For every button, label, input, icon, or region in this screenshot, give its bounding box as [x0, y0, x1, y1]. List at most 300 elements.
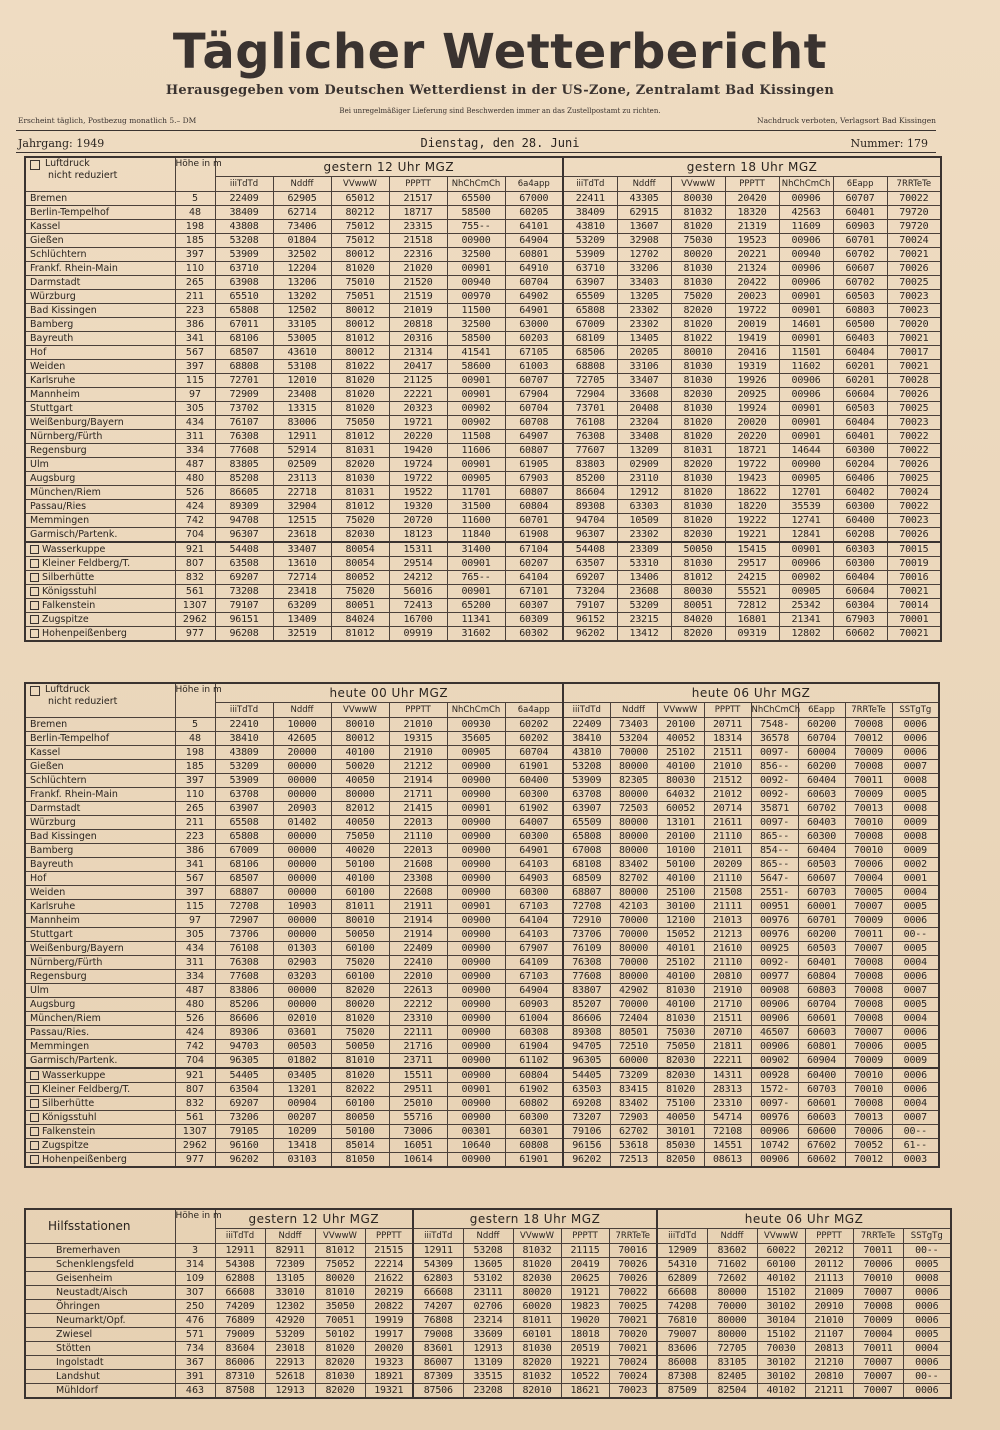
data-cell: 22013: [389, 816, 447, 830]
data-cell: 80020: [315, 1272, 365, 1286]
data-cell: 0009: [892, 1054, 939, 1069]
data-cell: 54405: [563, 1068, 610, 1083]
data-cell: 60200: [798, 760, 845, 774]
data-cell: 55521: [725, 585, 779, 599]
data-cell: 80010: [671, 346, 725, 360]
data-cell: 00900: [447, 234, 505, 248]
data-cell: 0092-: [751, 956, 798, 970]
data-cell: 63907: [215, 802, 273, 816]
data-cell: 74207: [413, 1300, 463, 1314]
table-row: [25, 1286, 951, 1300]
data-cell: 62915: [617, 206, 671, 220]
data-cell: 0005: [892, 1040, 939, 1054]
station-height: 305: [175, 928, 215, 942]
data-cell: 70012: [845, 1153, 892, 1168]
data-cell: 00900: [447, 970, 505, 984]
data-cell: 23018: [265, 1342, 315, 1356]
data-cell: 0092-: [751, 788, 798, 802]
data-cell: 00901: [447, 262, 505, 276]
data-cell: 10522: [561, 1370, 609, 1384]
station-label: Bad Kissingen: [30, 831, 97, 842]
data-cell: 81030: [657, 984, 704, 998]
data-cell: 70000: [610, 746, 657, 760]
data-cell: 84024: [331, 613, 389, 627]
data-cell: 18320: [725, 206, 779, 220]
data-cell: 70023: [887, 416, 941, 430]
data-cell: 21910: [389, 746, 447, 760]
data-cell: 23418: [273, 585, 331, 599]
publication-note: Erscheint täglich, Postbezug monatlich 5.– DM: [18, 116, 197, 125]
data-cell: 31400: [447, 542, 505, 557]
data-cell: 00901: [447, 374, 505, 388]
data-cell: 0004: [892, 1012, 939, 1026]
mountain-station-icon: [30, 601, 39, 610]
data-cell: 20422: [725, 276, 779, 290]
data-cell: 22409: [215, 192, 273, 206]
station-name: [25, 844, 175, 858]
data-cell: 96156: [563, 1139, 610, 1153]
data-cell: 70000: [610, 914, 657, 928]
data-cell: 60801: [505, 248, 563, 262]
data-cell: 50100: [657, 858, 704, 872]
data-cell: 70008: [845, 984, 892, 998]
data-cell: 13412: [617, 627, 671, 642]
data-cell: 81010: [331, 1054, 389, 1069]
data-cell: 81012: [331, 430, 389, 444]
data-cell: 00000: [273, 872, 331, 886]
data-cell: 81031: [331, 486, 389, 500]
data-cell: 53209: [617, 599, 671, 613]
data-cell: 21010: [805, 1314, 853, 1328]
station-height: 97: [175, 914, 215, 928]
data-cell: 21710: [704, 998, 751, 1012]
data-cell: 12911: [273, 430, 331, 444]
data-cell: 82012: [331, 802, 389, 816]
data-cell: 81030: [315, 1370, 365, 1384]
section-gestern: [24, 156, 942, 642]
data-cell: 70022: [887, 430, 941, 444]
data-cell: 53618: [610, 1139, 657, 1153]
station-label: Hof: [30, 347, 47, 358]
data-cell: 82702: [610, 872, 657, 886]
data-cell: 76808: [413, 1314, 463, 1328]
data-cell: 63508: [215, 557, 273, 571]
data-cell: 89308: [563, 1026, 610, 1040]
data-cell: 70006: [845, 858, 892, 872]
data-cell: 11701: [447, 486, 505, 500]
data-cell: 60702: [833, 248, 887, 262]
data-cell: 0006: [892, 970, 939, 984]
data-cell: 60702: [833, 276, 887, 290]
station-name: Zwiesel: [25, 1328, 175, 1342]
column-header: Nddff: [273, 703, 331, 718]
data-cell: 21110: [704, 830, 751, 844]
data-cell: 72108: [704, 1125, 751, 1139]
data-cell: 80052: [331, 571, 389, 585]
data-cell: 60200: [798, 928, 845, 942]
data-cell: 22409: [563, 718, 610, 732]
data-cell: 13605: [463, 1258, 513, 1272]
data-cell: 21611: [704, 816, 751, 830]
data-cell: 00900: [779, 458, 833, 472]
data-cell: 00000: [273, 928, 331, 942]
data-cell: 80501: [610, 1026, 657, 1040]
station-name: Stötten: [25, 1342, 175, 1356]
data-cell: 0008: [892, 830, 939, 844]
table-row: [25, 304, 941, 318]
data-cell: 23608: [617, 585, 671, 599]
mountain-station-icon: [30, 1085, 39, 1094]
table-row: [25, 374, 941, 388]
station-height: 397: [175, 360, 215, 374]
data-cell: 19121: [561, 1286, 609, 1300]
data-cell: 21519: [389, 290, 447, 304]
column-header: VVwwW: [657, 703, 704, 718]
table-row: [25, 1026, 939, 1040]
data-cell: 79107: [563, 599, 617, 613]
data-cell: 20316: [389, 332, 447, 346]
station-label: Bayreuth: [30, 859, 74, 870]
data-cell: 70016: [609, 1244, 657, 1258]
station-name: [25, 304, 175, 318]
table-row: [25, 192, 941, 206]
data-cell: 38409: [563, 206, 617, 220]
data-cell: 15415: [725, 542, 779, 557]
data-cell: 21512: [704, 774, 751, 788]
data-cell: 61902: [505, 802, 563, 816]
data-cell: 70021: [887, 248, 941, 262]
data-cell: 02706: [463, 1300, 513, 1314]
data-cell: 86606: [563, 1012, 610, 1026]
data-cell: 00000: [273, 760, 331, 774]
data-cell: 80030: [671, 192, 725, 206]
data-cell: 54405: [215, 1068, 273, 1083]
data-cell: 43810: [563, 220, 617, 234]
data-cell: 80000: [610, 830, 657, 844]
data-cell: 73209: [610, 1068, 657, 1083]
data-cell: 42902: [610, 984, 657, 998]
data-cell: 72909: [215, 388, 273, 402]
data-cell: 23208: [463, 1384, 513, 1399]
data-cell: 81030: [513, 1342, 561, 1356]
data-cell: 81030: [671, 276, 725, 290]
data-cell: 30102: [757, 1356, 805, 1370]
data-cell: 21019: [389, 304, 447, 318]
data-cell: 20219: [365, 1286, 413, 1300]
data-cell: 32502: [273, 248, 331, 262]
data-cell: 12302: [265, 1300, 315, 1314]
data-cell: 60607: [833, 262, 887, 276]
data-cell: 60300: [505, 1111, 563, 1125]
data-cell: 00--: [903, 1370, 951, 1384]
data-cell: 0006: [892, 746, 939, 760]
data-cell: 60404: [833, 571, 887, 585]
data-cell: 80030: [657, 774, 704, 788]
table-row: [25, 486, 941, 500]
data-cell: 89309: [215, 500, 273, 514]
data-cell: 75052: [315, 1258, 365, 1272]
data-cell: 0097-: [751, 746, 798, 760]
station-name: [25, 900, 175, 914]
data-cell: 60404: [798, 774, 845, 788]
data-cell: 0006: [903, 1300, 951, 1314]
data-cell: 77608: [563, 970, 610, 984]
data-cell: 80000: [707, 1314, 757, 1328]
data-cell: 53909: [563, 248, 617, 262]
data-cell: 70007: [853, 1356, 903, 1370]
data-cell: 66608: [657, 1286, 707, 1300]
data-cell: 87309: [413, 1370, 463, 1384]
data-cell: 23214: [463, 1314, 513, 1328]
data-cell: 46507: [751, 1026, 798, 1040]
data-cell: 23310: [389, 1012, 447, 1026]
data-cell: 67904: [505, 388, 563, 402]
data-cell: 0007: [892, 760, 939, 774]
data-cell: 11341: [447, 613, 505, 627]
data-cell: 63503: [563, 1083, 610, 1097]
station-name: [25, 1054, 175, 1069]
data-cell: 70011: [853, 1244, 903, 1258]
table-row: [25, 220, 941, 234]
data-cell: 41541: [447, 346, 505, 360]
column-header: Nddff: [707, 1229, 757, 1244]
data-cell: 63708: [563, 788, 610, 802]
column-header: iiiTdTd: [563, 177, 617, 192]
data-cell: 73706: [563, 928, 610, 942]
data-cell: 64903: [505, 872, 563, 886]
data-cell: 60607: [798, 872, 845, 886]
data-cell: 53909: [563, 774, 610, 788]
data-cell: 65508: [215, 816, 273, 830]
station-height: 921: [175, 1068, 215, 1083]
data-cell: 42563: [779, 206, 833, 220]
data-cell: 31500: [447, 500, 505, 514]
data-cell: 70022: [887, 192, 941, 206]
station-label: Kassel: [30, 221, 61, 232]
station-label: Falkenstein: [42, 600, 96, 611]
data-cell: 23310: [704, 1097, 751, 1111]
station-height: 386: [175, 318, 215, 332]
table-row: [25, 542, 941, 557]
column-header: VVwwW: [331, 703, 389, 718]
data-cell: 14644: [779, 444, 833, 458]
data-cell: 21518: [389, 234, 447, 248]
station-label: Kleiner Feldberg/T.: [42, 558, 131, 569]
station-height: 198: [175, 220, 215, 234]
data-cell: 0006: [892, 1026, 939, 1040]
data-cell: 42103: [610, 900, 657, 914]
table-row: [25, 346, 941, 360]
data-cell: 60804: [505, 1068, 563, 1083]
station-height: 307: [175, 1286, 215, 1300]
data-cell: 00901: [779, 402, 833, 416]
data-cell: 20714: [704, 802, 751, 816]
data-cell: 20100: [657, 830, 704, 844]
data-cell: 81030: [331, 472, 389, 486]
data-cell: 50020: [331, 760, 389, 774]
data-cell: 87509: [657, 1384, 707, 1399]
data-cell: 53209: [215, 760, 273, 774]
data-cell: 82020: [513, 1356, 561, 1370]
table-row: [25, 718, 939, 732]
data-cell: 60052: [657, 802, 704, 816]
table-row: [25, 774, 939, 788]
table-row: [25, 1384, 951, 1399]
data-cell: 21110: [389, 830, 447, 844]
data-cell: 96305: [215, 1054, 273, 1069]
data-cell: 81020: [331, 1068, 389, 1083]
station-name: [25, 1111, 175, 1125]
data-cell: 64901: [505, 844, 563, 858]
data-cell: 81020: [671, 514, 725, 528]
data-cell: 24215: [725, 571, 779, 585]
data-cell: 72513: [610, 1153, 657, 1168]
data-cell: 20212: [805, 1244, 853, 1258]
column-header: iiiTdTd: [657, 1229, 707, 1244]
data-cell: 10000: [273, 718, 331, 732]
data-cell: 12702: [617, 248, 671, 262]
data-cell: 63000: [505, 318, 563, 332]
data-cell: 11500: [447, 304, 505, 318]
data-cell: 19319: [725, 360, 779, 374]
data-cell: 89308: [563, 500, 617, 514]
data-cell: 5647-: [751, 872, 798, 886]
data-cell: 76109: [563, 942, 610, 956]
data-cell: 22013: [389, 844, 447, 858]
data-cell: 20925: [725, 388, 779, 402]
data-cell: 21115: [561, 1244, 609, 1258]
data-cell: 00900: [447, 1153, 505, 1168]
table-row: [25, 1258, 951, 1272]
data-cell: 60207: [505, 557, 563, 571]
data-cell: 00902: [779, 571, 833, 585]
data-cell: 81031: [671, 444, 725, 458]
data-cell: 30104: [757, 1314, 805, 1328]
data-cell: 60704: [505, 746, 563, 760]
mountain-station-icon: [30, 573, 39, 582]
data-cell: 15102: [757, 1286, 805, 1300]
corner-line1: Luftdruck: [45, 158, 90, 169]
data-cell: 18123: [389, 528, 447, 543]
data-cell: 00940: [447, 276, 505, 290]
column-header: Nddff: [617, 177, 671, 192]
table-row: [25, 206, 941, 220]
station-label: Garmisch/Partenk.: [30, 1055, 118, 1066]
data-cell: 00901: [779, 304, 833, 318]
data-cell: 22411: [563, 192, 617, 206]
data-cell: 53310: [617, 557, 671, 571]
data-cell: 61003: [505, 360, 563, 374]
data-cell: 0004: [892, 886, 939, 900]
data-cell: 60804: [798, 970, 845, 984]
data-cell: 60803: [833, 304, 887, 318]
data-cell: 23711: [389, 1054, 447, 1069]
table-row: [25, 1272, 951, 1286]
data-cell: 52914: [273, 444, 331, 458]
data-cell: 81020: [513, 1258, 561, 1272]
data-cell: 21107: [805, 1328, 853, 1342]
data-cell: 54714: [704, 1111, 751, 1125]
data-cell: 70010: [845, 1083, 892, 1097]
data-cell: 21010: [704, 760, 751, 774]
data-cell: 72503: [610, 802, 657, 816]
station-label: Bamberg: [30, 319, 74, 330]
data-cell: 19222: [725, 514, 779, 528]
group-header: gestern 12 Uhr MGZ: [215, 157, 563, 177]
station-height: 424: [175, 500, 215, 514]
data-cell: 19722: [725, 304, 779, 318]
data-cell: 01802: [273, 1054, 331, 1069]
data-cell: 00901: [447, 557, 505, 571]
data-cell: 54308: [215, 1258, 265, 1272]
data-cell: 80000: [707, 1286, 757, 1300]
data-cell: 81032: [513, 1370, 561, 1384]
station-name: [25, 318, 175, 332]
station-label: Karlsruhe: [30, 375, 76, 386]
station-name: [25, 886, 175, 900]
data-cell: 00900: [447, 760, 505, 774]
data-cell: 80020: [513, 1286, 561, 1300]
data-cell: 96202: [215, 1153, 273, 1168]
data-cell: 72903: [610, 1111, 657, 1125]
data-cell: 52618: [265, 1370, 315, 1384]
data-cell: 865--: [751, 858, 798, 872]
data-cell: 19423: [725, 472, 779, 486]
column-header: iiiTdTd: [563, 703, 610, 718]
data-cell: 10903: [273, 900, 331, 914]
data-cell: 80000: [610, 816, 657, 830]
data-cell: 82020: [671, 458, 725, 472]
data-cell: 22608: [389, 886, 447, 900]
data-cell: 36578: [751, 732, 798, 746]
data-cell: 09319: [725, 627, 779, 642]
data-cell: 80051: [671, 599, 725, 613]
data-cell: 42605: [273, 732, 331, 746]
station-name: [25, 220, 175, 234]
station-label: Weiden: [30, 887, 66, 898]
data-cell: 81030: [671, 262, 725, 276]
data-cell: 72404: [610, 1012, 657, 1026]
station-label: Königsstuhl: [42, 586, 97, 597]
data-cell: 0006: [903, 1356, 951, 1370]
data-cell: 22409: [389, 942, 447, 956]
column-header: iiiTdTd: [413, 1229, 463, 1244]
data-cell: 82030: [671, 528, 725, 543]
data-cell: 75051: [331, 290, 389, 304]
data-cell: 20711: [704, 718, 751, 732]
data-cell: 00925: [751, 942, 798, 956]
checkbox-icon: [30, 686, 40, 696]
station-name: Geisenheim: [25, 1272, 175, 1286]
data-cell: 00901: [779, 332, 833, 346]
data-cell: 70013: [845, 1111, 892, 1125]
data-cell: 12741: [779, 514, 833, 528]
station-name: [25, 542, 175, 557]
data-cell: 70020: [609, 1328, 657, 1342]
data-cell: 65200: [447, 599, 505, 613]
data-cell: 68808: [563, 360, 617, 374]
table-row: [25, 585, 941, 599]
station-name: Neustadt/Aisch: [25, 1286, 175, 1300]
data-cell: 21020: [389, 262, 447, 276]
data-cell: 70008: [845, 998, 892, 1012]
data-cell: 82010: [513, 1384, 561, 1399]
data-cell: 68507: [215, 346, 273, 360]
station-name: [25, 1083, 175, 1097]
data-cell: 79720: [887, 206, 941, 220]
data-cell: 67903: [833, 613, 887, 627]
data-cell: 60701: [505, 514, 563, 528]
